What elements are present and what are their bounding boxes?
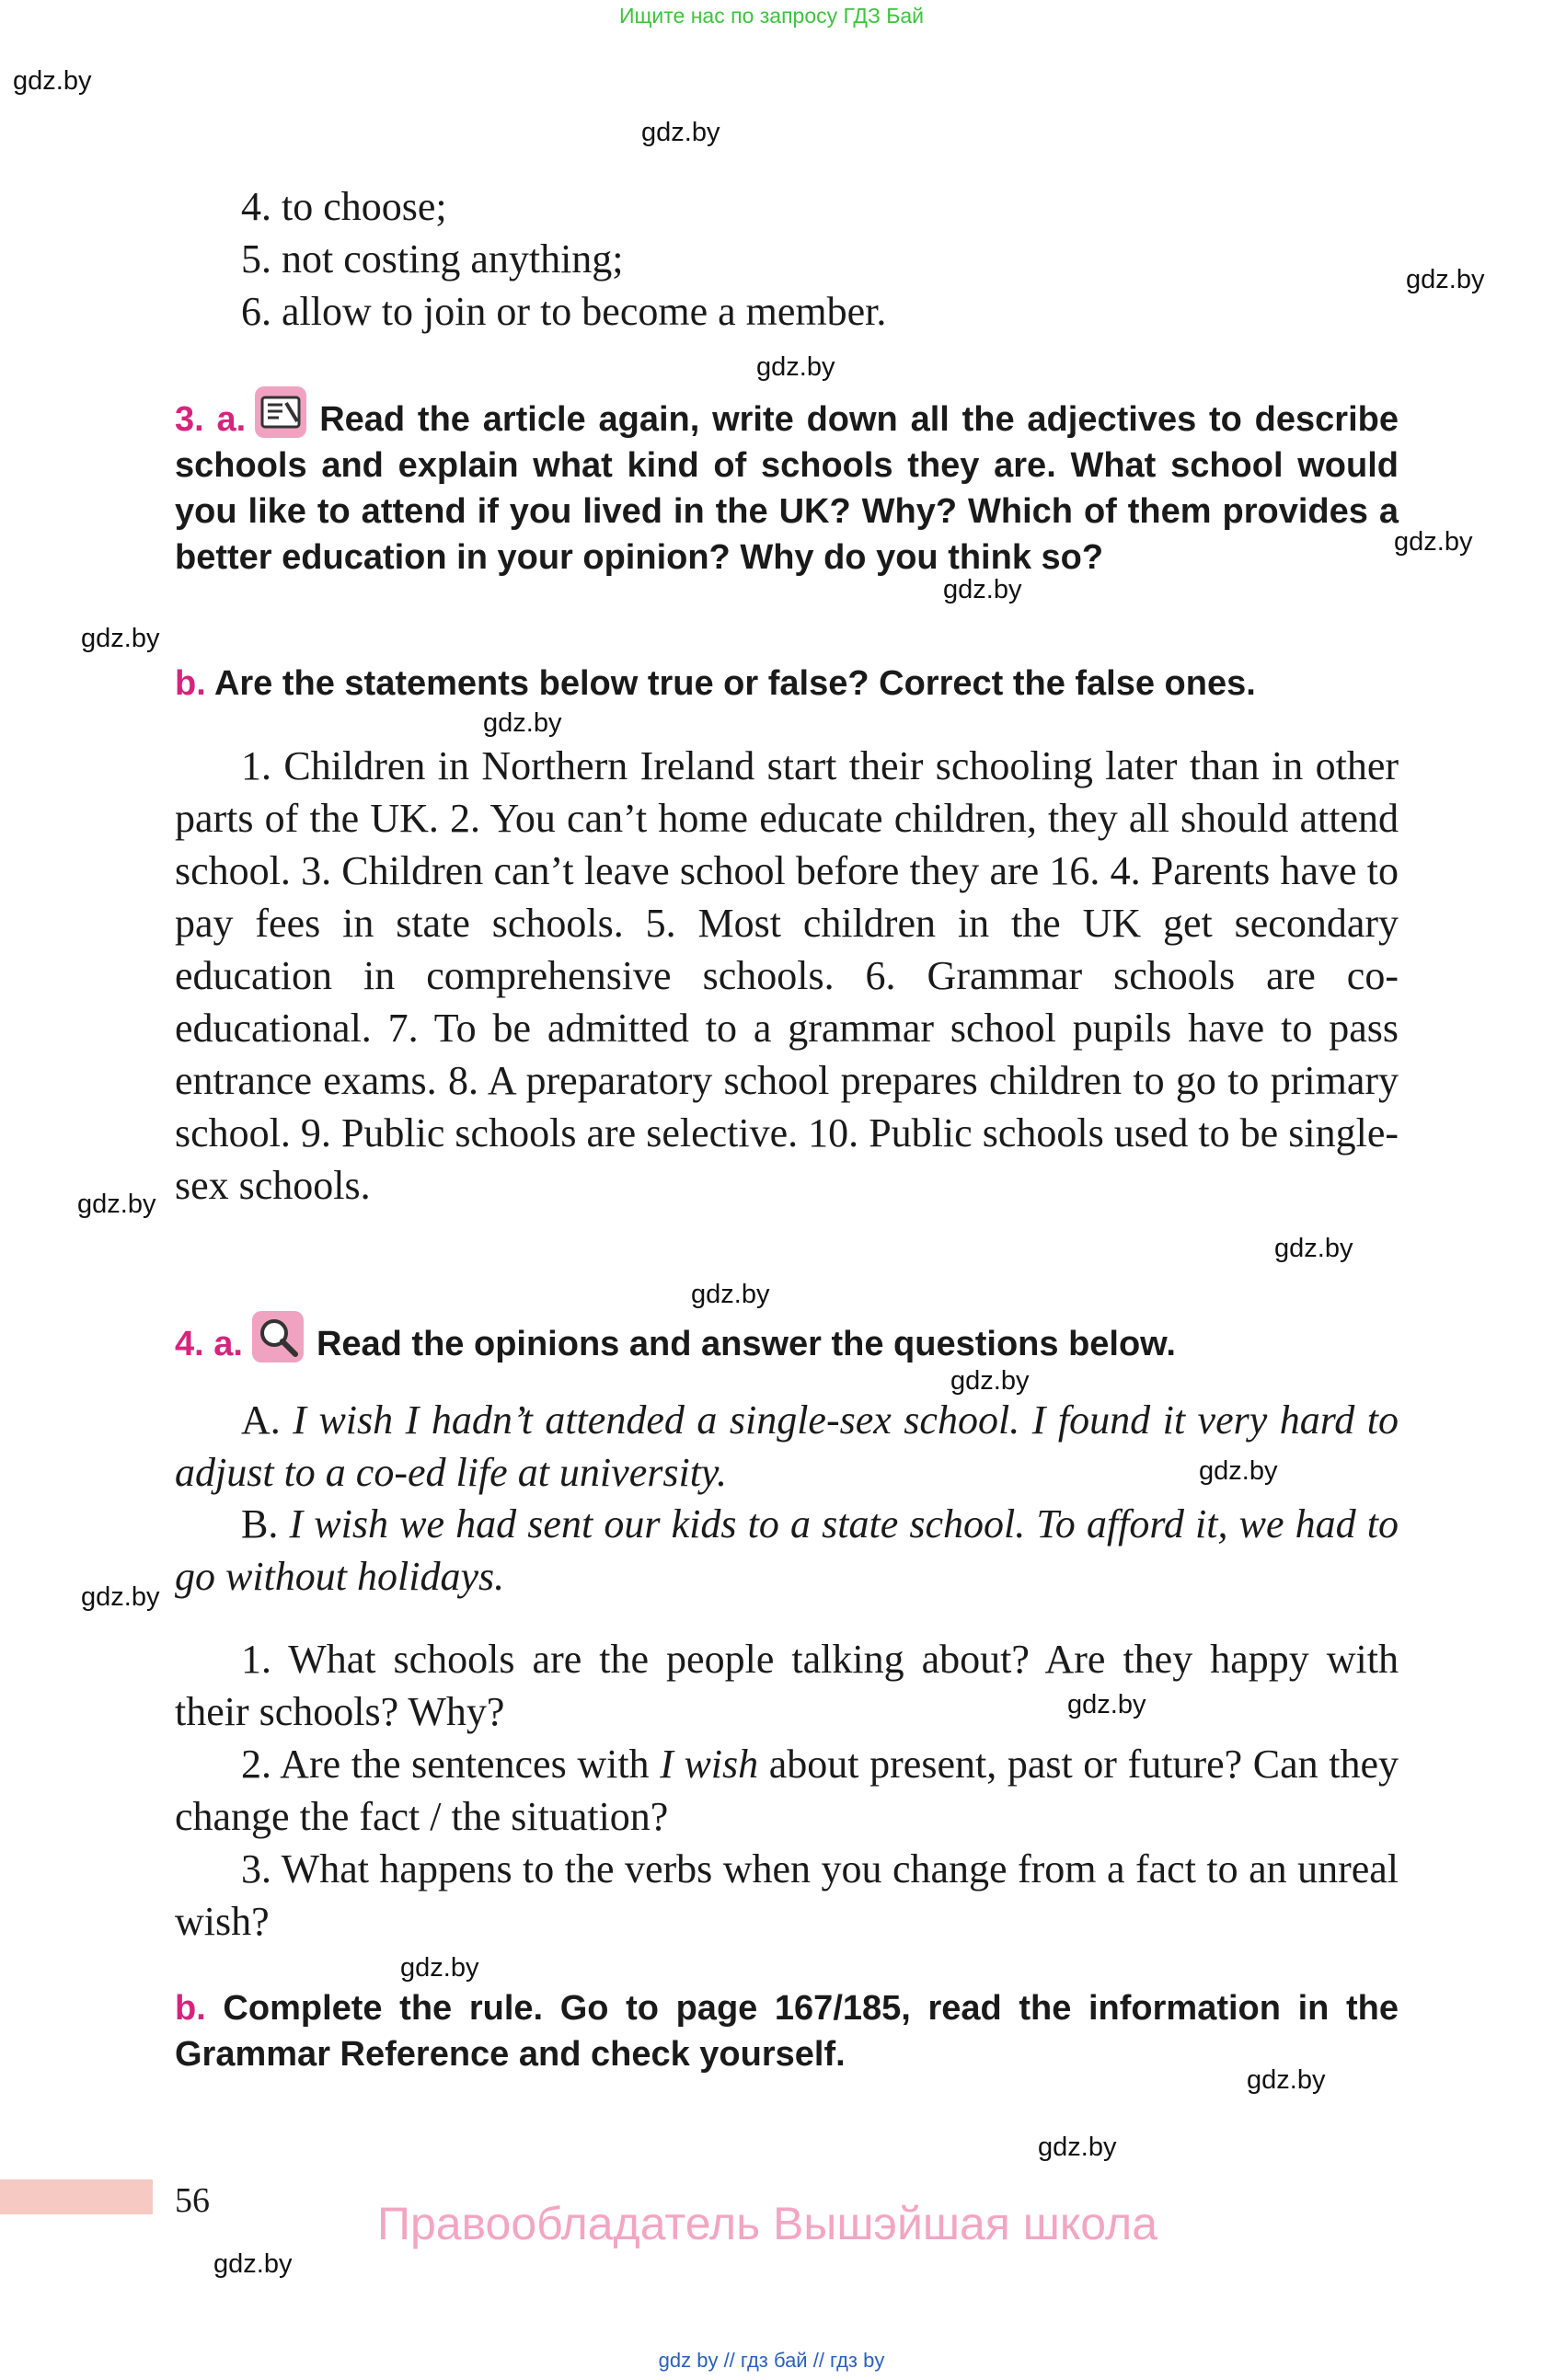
watermark: gdz.by (13, 66, 92, 96)
task-text: Read the article again, write down all the adjectives to describe schools and explain what kind of schools they are. What school would you like to attend if you lived in the UK? Why? Which of them provides a better education in your opinion? Why do you think so? (175, 400, 1399, 577)
statements-paragraph: 1. Children in Northern Ireland start their schooling later than in other parts of the UK. 2. You can’t home educate children, they all should attend school. 3. Children can’t leave school before they are 16. 4. Parents have to pay fees in state schools. 5. Most children in the UK get secondary education in comprehensive schools. 6. Grammar schools are co-educational. 7. To be admitted to a grammar school pupils have to pass entrance exams. 8. A preparatory school prepares children to go to primary school. 9. Public schools are selective. 10. Public schools used to be single-sex schools. (175, 743, 1399, 1208)
task-4b (175, 1985, 1399, 2077)
question-3: 3. What happens to the verbs when you change from a fact to an unreal wish? (175, 1846, 1399, 1944)
opinion-label: B. (241, 1501, 279, 1546)
question-text: about present, past or future? Can they change the fact / the situation? (175, 1742, 1399, 1839)
watermark: gdz.by (1247, 2065, 1326, 2095)
bottom-banner[interactable]: gdz by // гдз бай // гдз by (658, 2349, 885, 2372)
opinion-label: A. (241, 1397, 281, 1443)
opinion-b (175, 1498, 1399, 1603)
watermark: gdz.by (641, 118, 720, 147)
page-number-bar (0, 2179, 153, 2214)
watermark: gdz.by (1394, 527, 1473, 557)
watermark: gdz.by (756, 352, 835, 382)
list-item: 6. allow to join or to become a member. (241, 289, 887, 334)
question-emphasis: I wish (660, 1742, 759, 1787)
watermark: gdz.by (1274, 1234, 1353, 1263)
question-text: 2. Are the sentences with (241, 1742, 650, 1787)
opinion-text: I wish we had sent our kids to a state school. To afford it, we had to go without holidays. (175, 1501, 1399, 1599)
watermark: gdz.by (1406, 265, 1485, 294)
task-3a (175, 386, 1399, 581)
task-number: 3. a. (175, 400, 247, 439)
page-number: 56 (175, 2181, 210, 2220)
task-sublabel: b. (175, 1989, 206, 2028)
task-3b (175, 661, 1399, 707)
answer-list (241, 180, 886, 338)
question-2 (175, 1738, 1399, 1843)
task-sublabel: b. (175, 664, 206, 703)
watermark: gdz.by (1199, 1456, 1278, 1486)
top-banner[interactable]: Ищите нас по запросу ГДЗ Бай (618, 4, 925, 28)
watermark: gdz.by (81, 1582, 160, 1612)
list-item: 5. not costing anything; (241, 236, 624, 282)
watermark: gdz.by (943, 575, 1022, 604)
notebook-writing-icon (255, 386, 306, 438)
task-4a (175, 1311, 1399, 1367)
task-text: Are the statements below true or false? Correct the false ones. (213, 664, 1256, 703)
watermark: gdz.by (213, 2249, 293, 2279)
question-1: 1. What schools are the people talking about? Are they happy with their schools? Why? (175, 1637, 1399, 1734)
list-item: 4. to choose; (241, 184, 447, 229)
task-text: Read the opinions and answer the questions below. (316, 1325, 1176, 1363)
task-text: Complete the rule. Go to page 167/185, read the information in the Grammar Reference and check yourself. (175, 1989, 1399, 2074)
opinion-text: I wish I hadn’t attended a single-sex school. I found it very hard to adjust to a co-ed life at university. (175, 1397, 1399, 1495)
magnifier-icon (252, 1311, 304, 1362)
watermark: gdz.by (81, 624, 160, 653)
task-number: 4. a. (175, 1325, 243, 1363)
watermark: gdz.by (691, 1280, 770, 1309)
watermark: gdz.by (1067, 1690, 1146, 1719)
watermark: gdz.by (950, 1366, 1030, 1396)
watermark: gdz.by (400, 1953, 479, 1983)
watermark: gdz.by (77, 1190, 156, 1219)
watermark: gdz.by (1038, 2133, 1117, 2162)
opinion-a (175, 1394, 1399, 1499)
copyright-notice: Правообладатель Вышэйшая школа (377, 2198, 1157, 2249)
watermark: gdz.by (483, 708, 562, 738)
